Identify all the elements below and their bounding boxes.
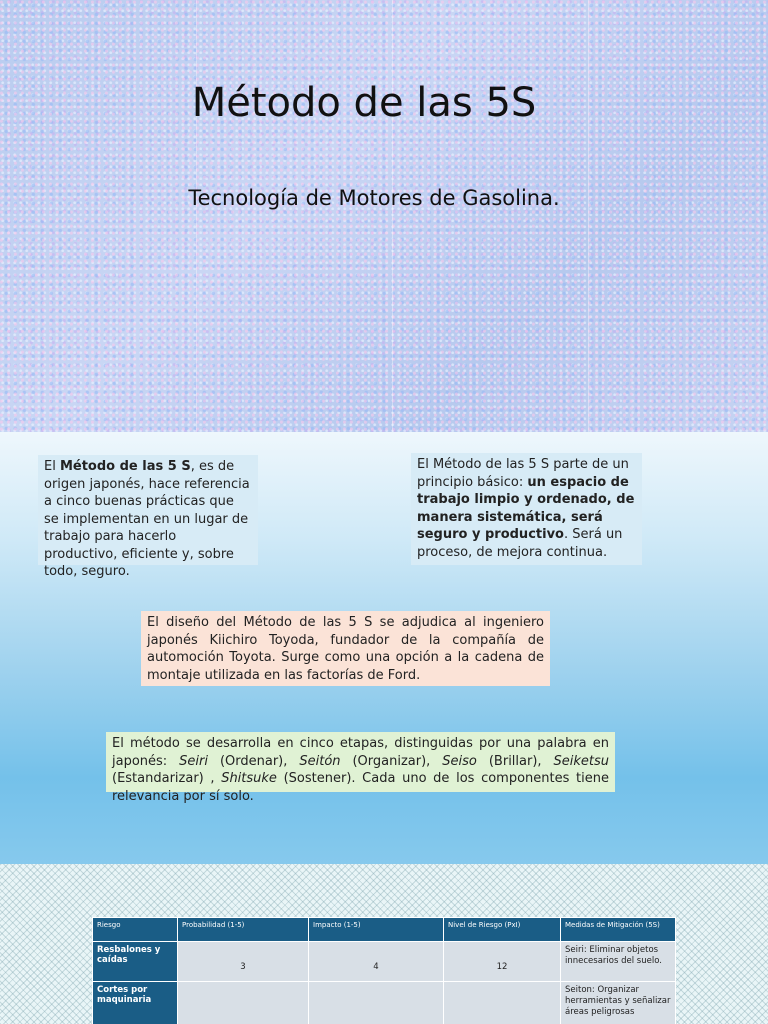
- mitigation-cell: Seiton: Organizar herramientas y señalizar áreas peligrosas: [561, 982, 676, 1024]
- texture-divider: [588, 0, 589, 432]
- text-run: El diseño del Método de las 5 S se adjudica al ingeniero japonés Kiichiro Toyoda, fundador de la compañía de automoción Toyota. Surge como una opción a la cadena de montaje utilizada en las factorías de Ford.: [147, 615, 544, 683]
- content-slide: [0, 432, 768, 864]
- texture-divider: [196, 0, 197, 432]
- text-run: (Sostener). Cada uno de los componentes tiene relevancia por sí solo.: [112, 771, 609, 804]
- italic-run: Seiso: [442, 753, 477, 769]
- slide-subtitle: Tecnología de Motores de Gasolina.: [188, 186, 560, 210]
- impact-cell: 4: [309, 942, 444, 982]
- impact-cell: [309, 982, 444, 1024]
- risk-level-cell: 12: [444, 942, 561, 982]
- italic-run: Seiri: [179, 753, 208, 769]
- risk-cell: Cortes por maquinaria: [93, 982, 178, 1024]
- bold-run: un espacio de trabajo limpio y ordenado, de manera sistemática, será seguro y productivo: [417, 474, 635, 542]
- text-run: , es de origen japonés, hace referencia a cinco buenas prácticas que se implementan en un lugar de trabajo para hacerlo productivo, eficiente y, sobre todo, seguro.: [44, 459, 250, 579]
- mitigation-cell: Seiri: Eliminar objetos innecesarios del suelo.: [561, 942, 676, 982]
- header-cell: Riesgo: [93, 918, 178, 942]
- italic-run: Seiketsu: [553, 753, 610, 769]
- probability-cell: [178, 982, 309, 1024]
- title-slide: [0, 0, 768, 432]
- header-cell: Impacto (1-5): [309, 918, 444, 942]
- principle-textbox: [411, 453, 642, 565]
- text-run: (Brillar),: [476, 753, 554, 769]
- origin-textbox: [141, 611, 550, 686]
- text-run: (Estandarizar) ,: [112, 771, 222, 786]
- text-run: El Método de las 5 S parte de un principio básico:: [417, 457, 629, 490]
- probability-cell: 3: [178, 942, 309, 982]
- texture-divider: [392, 0, 393, 432]
- table-row: [93, 942, 676, 982]
- risk-level-cell: [444, 982, 561, 1024]
- table-slide: [0, 864, 768, 1024]
- text-run: (Organizar),: [340, 753, 443, 769]
- table-header-row: [93, 918, 676, 942]
- header-cell: Medidas de Mitigación (5S): [561, 918, 676, 942]
- definition-textbox: [38, 455, 258, 579]
- slide-title: Método de las 5S: [191, 80, 537, 126]
- risk-table: [92, 917, 676, 1024]
- italic-run: Seitón: [299, 753, 341, 769]
- risk-cell: Resbalones y caídas: [93, 942, 178, 982]
- header-cell: Nivel de Riesgo (PxI): [444, 918, 561, 942]
- text-run: El: [44, 459, 60, 474]
- stages-textbox: [106, 732, 615, 804]
- italic-run: Shitsuke: [221, 771, 277, 786]
- table-row: [93, 982, 676, 1024]
- header-cell: Probabilidad (1-5): [178, 918, 309, 942]
- text-run: (Ordenar),: [207, 753, 300, 769]
- text-run: El método se desarrolla en cinco etapas, distinguidas por una palabra en japonés:: [112, 736, 609, 769]
- bold-run: Método de las 5 S: [59, 459, 191, 474]
- text-run: . Será un proceso, de mejora continua.: [417, 527, 623, 560]
